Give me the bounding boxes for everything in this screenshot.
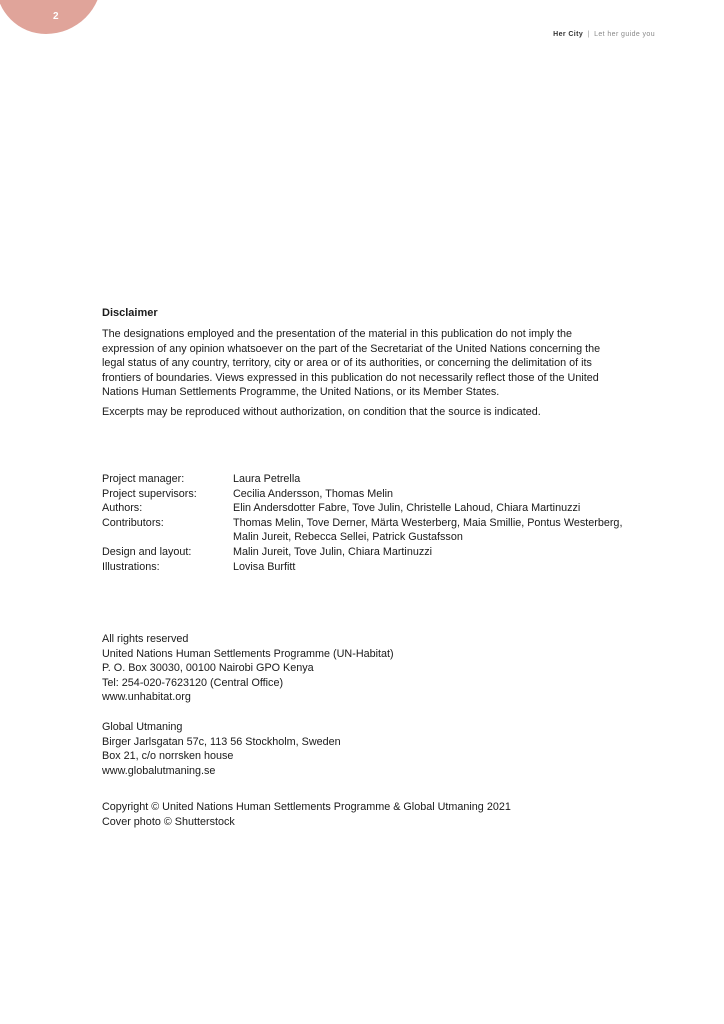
header-title: Her City [553,31,584,38]
credit-role: Project manager: [102,473,185,485]
credit-names: Elin Andersdotter Fabre, Tove Julin, Christelle Lahoud, Chiara Martinuzzi [233,502,581,515]
copyright-line: Copyright © United Nations Human Settlements Programme & Global Utmaning 2021 [102,801,511,813]
un-habitat-address [102,632,394,705]
global-utmaning-box: Box 21, c/o norrsken house [102,750,234,763]
credit-row [102,472,632,487]
credit-names: Thomas Melin, Tove Derner, Märta Westerberg, Maia Smillie, Pontus Westerberg, Malin Jureit, Rebecca Sellei, Patrick Gustafsson [233,516,623,544]
credit-role: Design and layout: [102,545,192,558]
global-utmaning-website: www.globalutmaning.se [102,764,216,777]
un-habitat-website: www.unhabitat.org [102,691,191,704]
un-habitat-tel: Tel: 254-020-7623120 (Central Office) [102,676,284,689]
credit-row [102,516,632,545]
credit-row [102,560,632,575]
disclaimer-section [102,306,622,420]
copyright-block [102,800,511,829]
credit-row [102,545,632,560]
credit-role: Contributors: [102,516,164,529]
credit-names: Laura Petrella [233,473,301,485]
header-separator: | [587,31,590,38]
credit-row [102,487,632,502]
header-tagline: Let her guide you [594,31,655,38]
global-utmaning-address [102,720,341,778]
credit-row [102,501,632,516]
credits-list [102,472,632,574]
disclaimer-body: The designations employed and the presentation of the material in this publication do not imply the expression of any opinion whatsoever on the part of the Secretariat of the United Nations concerning the legal status of any country, territory, city or area or of its authorities, or concerning the delimitation of its frontiers of boundaries. Views expressed in this publication do not necessarily reflect those of the United Nations Human Settlements Programme, the United Nations, or its Member States. [102,328,601,399]
credit-names: Cecilia Andersson, Thomas Melin [233,487,394,500]
page-number-badge [0,0,102,34]
cover-photo-credit: Cover photo © Shutterstock [102,815,235,828]
un-habitat-po-box: P. O. Box 30030, 00100 Nairobi GPO Kenya [102,662,314,675]
global-utmaning-org: Global Utmaning [102,721,183,733]
credit-names: Malin Jureit, Tove Julin, Chiara Martinuzzi [233,545,433,558]
credit-names: Lovisa Burfitt [233,560,296,573]
credit-role: Illustrations: [102,560,160,573]
page-number: 2 [53,11,59,22]
disclaimer-heading: Disclaimer [102,307,158,319]
un-habitat-org: United Nations Human Settlements Programme (UN-Habitat) [102,647,394,660]
disclaimer-excerpts: Excerpts may be reproduced without authorization, on condition that the source is indicated. [102,406,541,419]
credit-role: Project supervisors: [102,487,197,500]
credit-role: Authors: [102,502,143,515]
running-header [553,31,655,38]
global-utmaning-street: Birger Jarlsgatan 57c, 113 56 Stockholm, Sweden [102,735,341,748]
rights-reserved: All rights reserved [102,633,189,645]
